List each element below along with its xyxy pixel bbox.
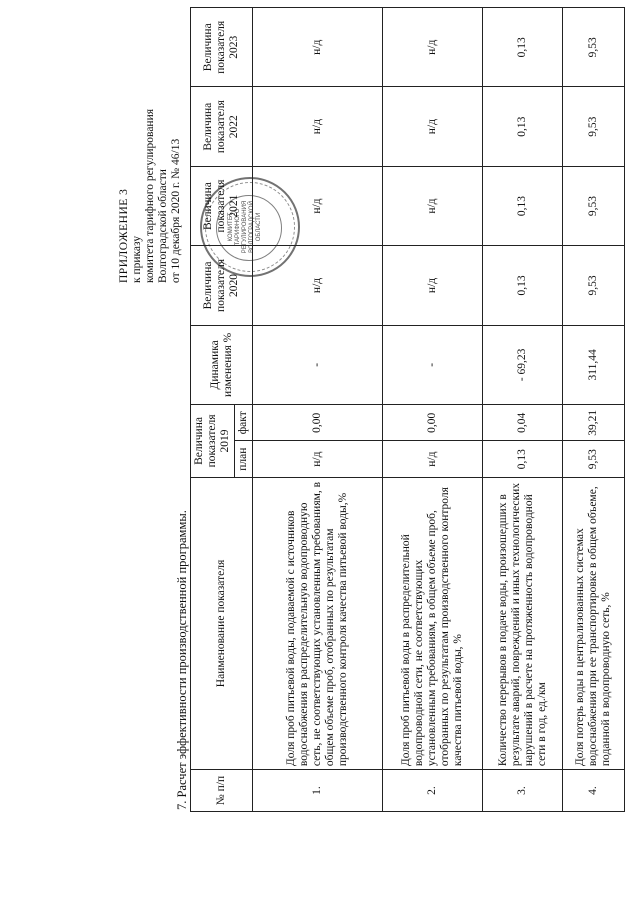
row-num: 2. <box>383 770 483 812</box>
row-fact: 39,21 <box>563 405 625 441</box>
header-2022: Величина показателя 2022 <box>191 87 253 166</box>
row-num: 3. <box>483 770 563 812</box>
row-dynamics: - <box>253 325 383 404</box>
row-name: Количество перерывов в подаче воды, произошедших в результате аварий, повреждений и иных технологических нарушений в расчете на протяженность водопроводной сети в год, ед./км <box>483 477 563 769</box>
approval-title: ПРИЛОЖЕНИЕ 3 <box>118 188 130 283</box>
row-2021: н/д <box>383 166 483 245</box>
row-num: 1. <box>253 770 383 812</box>
header-2021: Величина показателя 2021 <box>191 166 253 245</box>
row-name: Доля потерь воды в централизованных системах водоснабжения при ее транспортировке в общем объеме, поданной в водопроводную сеть, % <box>563 477 625 769</box>
row-2020: н/д <box>253 246 383 325</box>
approval-line-3: Волгоградской области <box>157 169 169 283</box>
row-name: Доля проб питьевой воды, подаваемой с источников водоснабжения в распределительную водопроводную сеть, не соответствующих установленным требованиям, в общем объеме проб, отобранных по результатам производственного контроля качества питьевой воды,% <box>253 477 383 769</box>
row-plan: н/д <box>383 441 483 477</box>
row-2023: 9,53 <box>563 8 625 87</box>
row-num: 4. <box>563 770 625 812</box>
table-row <box>563 8 625 812</box>
row-plan: 9,53 <box>563 441 625 477</box>
row-plan: 0,13 <box>483 441 563 477</box>
row-name: Доля проб питьевой воды в распределительной водопроводной сети, не соответствующих установленным требованиям, в общем объеме проб, отобранных по результатам производственного контроля качества питьевой воды, % <box>383 477 483 769</box>
header-plan: план <box>235 441 253 477</box>
section-heading: 7. Расчет эффективности производственной программы. <box>175 510 189 810</box>
row-2023: н/д <box>253 8 383 87</box>
approval-block <box>118 3 183 283</box>
row-dynamics: - <box>383 325 483 404</box>
row-2023: 0,13 <box>483 8 563 87</box>
header-name: Наименование показателя <box>191 477 253 769</box>
table-row <box>253 8 383 812</box>
row-2021: н/д <box>253 166 383 245</box>
stamp-text: КОМИТЕТ ТАРИФНОГО РЕГУЛИРОВАНИЯ ВОЛГОГРАДСКОЙ ОБЛАСТИ <box>228 200 262 254</box>
row-2022: 9,53 <box>563 87 625 166</box>
row-fact: 0,04 <box>483 405 563 441</box>
row-fact: 0,00 <box>253 405 383 441</box>
approval-line-2: комитета тарифного регулирования <box>144 108 156 283</box>
row-2021: 0,13 <box>483 166 563 245</box>
table-row <box>483 8 563 812</box>
row-2020: 9,53 <box>563 246 625 325</box>
header-2023: Величина показателя 2023 <box>191 8 253 87</box>
row-2022: н/д <box>253 87 383 166</box>
header-fact: факт <box>235 405 253 441</box>
approval-line-4: от 10 декабря 2020 г. № 46/13 <box>170 138 182 283</box>
row-dynamics: 311,44 <box>563 325 625 404</box>
row-plan: н/д <box>253 441 383 477</box>
efficiency-table <box>190 7 625 812</box>
header-num: № п/п <box>191 770 253 812</box>
header-2020: Величина показателя 2020 <box>191 246 253 325</box>
approval-line-1: к приказу <box>131 235 143 283</box>
row-2021: 9,53 <box>563 166 625 245</box>
row-fact: 0,00 <box>383 405 483 441</box>
row-dynamics: - 69,23 <box>483 325 563 404</box>
row-2020: н/д <box>383 246 483 325</box>
header-dynamics: Динамика изменения % <box>191 325 253 404</box>
row-2023: н/д <box>383 8 483 87</box>
table-row <box>383 8 483 812</box>
row-2020: 0,13 <box>483 246 563 325</box>
row-2022: н/д <box>383 87 483 166</box>
row-2022: 0,13 <box>483 87 563 166</box>
header-value-2019: Величина показателя 2019 <box>191 405 235 478</box>
